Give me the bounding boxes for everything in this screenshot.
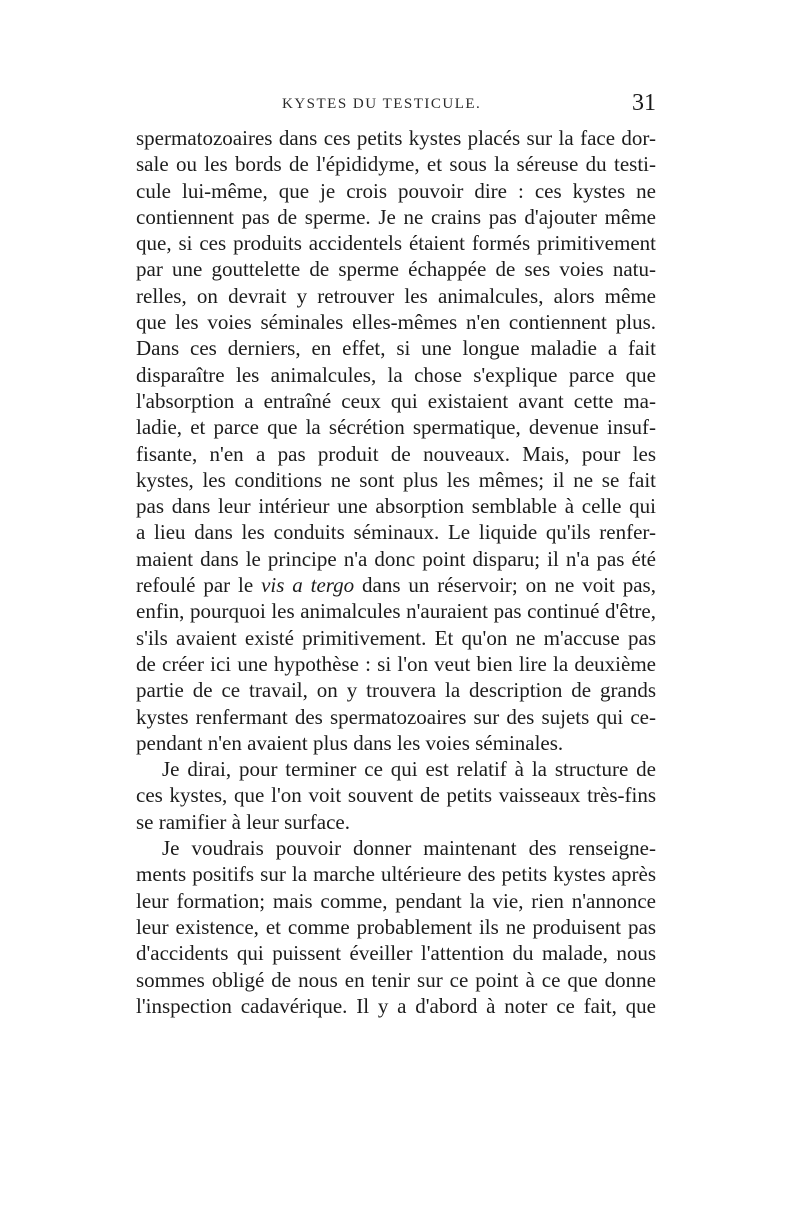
text-line: que, si ces produits accidentels étaient formés primitivement: [136, 231, 656, 256]
text-line: a lieu dans les conduits séminaux. Le liquide qu'ils renfer-: [136, 520, 656, 545]
page-number: 31: [632, 90, 656, 116]
text-line: fisante, n'en a pas produit de nouveaux. Mais, pour les: [136, 441, 656, 466]
text-line: l'inspection cadavérique. Il y a d'abord à noter ce fait, que: [136, 993, 656, 1018]
text-line: Je voudrais pouvoir donner maintenant des renseigne-: [162, 836, 656, 861]
text-line: d'accidents qui puissent éveiller l'attention du malade, nous: [136, 941, 656, 966]
text-line: relles, on devrait y retrouver les animalcules, alors même: [136, 283, 656, 308]
text-line: disparaître les animalcules, la chose s'explique parce que: [136, 362, 656, 387]
text-line: Dans ces derniers, en effet, si une longue maladie a fait: [136, 336, 656, 361]
text-line: ces kystes, que l'on voit souvent de petits vaisseaux très-fins: [136, 783, 656, 808]
text-line: enfin, pourquoi les animalcules n'auraient pas continué d'être,: [136, 599, 656, 624]
running-head: [136, 90, 656, 124]
text-line: sale ou les bords de l'épididyme, et sous la séreuse du testi-: [136, 152, 656, 177]
running-title: KYSTES DU TESTICULE.: [282, 96, 482, 112]
text-line: leur formation; mais comme, pendant la vie, rien n'annonce: [136, 888, 656, 913]
text-line: se ramifier à leur surface.: [136, 809, 350, 834]
text-line: que les voies séminales elles-mêmes n'en contiennent plus.: [136, 310, 656, 335]
text-line: ladie, et parce que la sécrétion spermatique, devenue insuf-: [136, 415, 656, 440]
text-line: par une gouttelette de sperme échappée de ses voies natu-: [136, 257, 656, 282]
text-line: l'absorption a entraîné ceux qui existaient avant cette ma-: [136, 388, 656, 413]
text-line: maient dans le principe n'a donc point disparu; il n'a pas été: [136, 546, 656, 571]
text-line: cule lui-même, que je crois pouvoir dire : ces kystes ne: [136, 178, 656, 203]
text-line: kystes renfermant des spermatozoaires sur des sujets qui ce-: [136, 704, 656, 729]
text-line: leur existence, et comme probablement ils ne produisent pas: [136, 914, 656, 939]
body-text: [136, 125, 656, 1019]
text-line: s'ils avaient existé primitivement. Et qu'on ne m'accuse pas: [136, 625, 656, 650]
text-line: partie de ce travail, on y trouvera la description de grands: [136, 678, 656, 703]
text-line: Je dirai, pour terminer ce qui est relatif à la structure de: [162, 757, 656, 782]
latin-phrase: vis a tergo: [261, 573, 355, 598]
text-line: contiennent pas de sperme. Je ne crains pas d'ajouter même: [136, 204, 656, 229]
text-line: pendant n'en avaient plus dans les voies séminales.: [136, 730, 564, 755]
text-line: ments positifs sur la marche ultérieure des petits kystes après: [136, 862, 656, 887]
text-line: pas dans leur intérieur une absorption semblable à celle qui: [136, 494, 656, 519]
text-line: spermatozoaires dans ces petits kystes placés sur la face dor-: [136, 126, 656, 150]
text-line: sommes obligé de nous en tenir sur ce point à ce que donne: [136, 967, 656, 992]
text-line: de créer ici une hypothèse : si l'on veut bien lire la deuxième: [136, 651, 656, 676]
text-line: kystes, les conditions ne sont plus les mêmes; il ne se fait: [136, 467, 656, 492]
text-line: refoulé par le vis a tergo dans un réservoir; on ne voit pas,: [136, 573, 656, 598]
